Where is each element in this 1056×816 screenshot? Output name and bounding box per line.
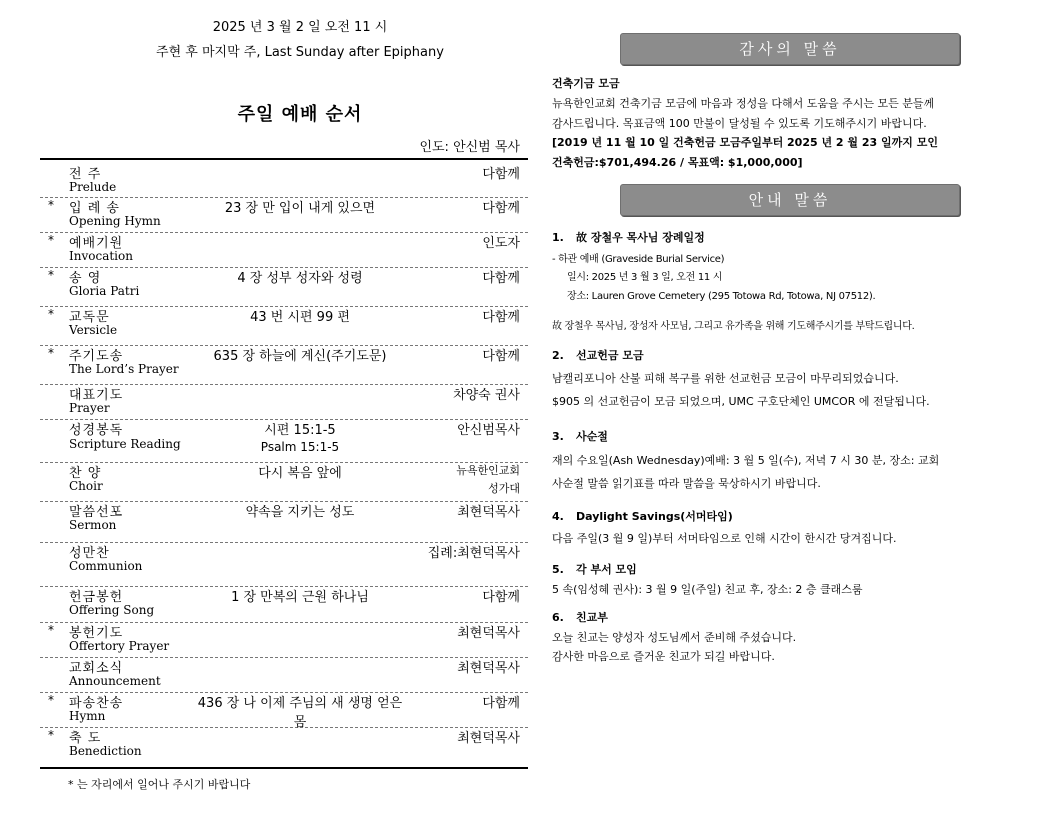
order-item xyxy=(40,501,528,543)
standing-marker: * xyxy=(48,728,54,742)
notice-title: 친교부 xyxy=(576,611,608,624)
order-item-leader: 최현덕목사 xyxy=(457,626,520,641)
notice-3-heading xyxy=(552,428,608,444)
order-item-leader: 다함께 xyxy=(482,201,520,216)
standing-footnote: * 는 자리에서 일어나 주시기 바랍니다 xyxy=(68,778,251,791)
order-item xyxy=(40,384,528,420)
order-item-leader: 성가대 xyxy=(488,482,520,495)
order-item xyxy=(40,163,528,198)
order-item-detail: Psalm 15:1-5 xyxy=(260,440,340,454)
building-fund-total: 건축헌금:$701,494.26 / 목표액: $1,000,000] xyxy=(552,156,803,169)
standing-marker: * xyxy=(48,198,54,212)
order-item-leader: 뉴욕한인교회 xyxy=(456,464,520,477)
order-item-korean: 입 례 송 xyxy=(69,201,120,216)
order-item-english: Offertory Prayer xyxy=(69,639,170,653)
order-item-leader: 최현덕목사 xyxy=(457,505,520,520)
order-item-korean: 파송찬송 xyxy=(69,696,124,711)
standing-marker: * xyxy=(48,268,54,282)
order-item xyxy=(40,419,528,463)
order-item-korean: 헌금봉헌 xyxy=(69,590,124,605)
order-item-english: Communion xyxy=(69,559,143,573)
order-item-detail: 635 장 하늘에 계신(주기도문) xyxy=(213,349,387,364)
order-item-korean: 주기도송 xyxy=(69,349,124,364)
order-item-english: Prayer xyxy=(69,401,110,415)
order-item-english: Benediction xyxy=(69,744,142,758)
liturgical-season: 주현 후 마지막 주, Last Sunday after Epiphany xyxy=(156,45,444,60)
order-item-leader: 다함께 xyxy=(482,590,520,605)
order-item-korean: 송 영 xyxy=(69,271,102,286)
order-bottom-rule xyxy=(40,767,528,769)
notices-banner: 안내 말씀 xyxy=(620,184,960,216)
building-fund-text: 감사드립니다. 목표금액 100 만불이 달성될 수 있도록 기도해주시기 바랍니다. xyxy=(552,117,927,130)
notice-number: 6. xyxy=(552,611,564,624)
order-item-leader: 다함께 xyxy=(482,271,520,286)
notice-6-text: 감사한 마음으로 즐거운 친교가 되길 바랍니다. xyxy=(552,650,775,663)
standing-marker: * xyxy=(48,623,54,637)
order-item-leader: 다함께 xyxy=(482,310,520,325)
order-item-leader: 차양숙 권사 xyxy=(453,388,520,403)
order-item xyxy=(40,232,528,268)
order-item-detail: 43 번 시편 99 편 xyxy=(250,310,350,325)
order-item-english: Announcement xyxy=(69,674,161,688)
service-leader: 인도: 안신범 목사 xyxy=(419,140,520,155)
standing-marker: * xyxy=(48,346,54,360)
notice-title: 故 장철우 목사님 장례일정 xyxy=(576,231,705,244)
order-item-english: Opening Hymn xyxy=(69,214,161,228)
order-item-english: Sermon xyxy=(69,518,117,532)
notice-1-heading xyxy=(552,229,705,245)
standing-marker: * xyxy=(48,693,54,707)
notice-2-text: 남캘리포니아 산불 피해 복구를 위한 선교헌금 모금이 마무리되었습니다. xyxy=(552,372,899,385)
order-item-leader: 안신범목사 xyxy=(457,423,520,438)
notice-2-text: $905 의 선교헌금이 모금 되었으며, UMC 구호단체인 UMCOR 에 전달됩니다. xyxy=(552,395,930,408)
notice-5-text: 5 속(임성혜 권사): 3 월 9 일(주일) 친교 후, 장소: 2 층 클래스룸 xyxy=(552,583,863,596)
notice-1-text: 故 장철우 목사님, 장성자 사모님, 그리고 유가족을 위해 기도해주시기를 부탁드립니다. xyxy=(552,321,915,332)
order-item-korean: 대표기도 xyxy=(69,388,124,403)
order-top-rule xyxy=(40,158,528,160)
order-item xyxy=(40,657,528,693)
order-item-korean: 교독문 xyxy=(69,310,110,325)
order-item xyxy=(40,622,528,658)
standing-marker: * xyxy=(48,307,54,321)
notice-1-text: - 하관 예배 (Graveside Burial Service) xyxy=(552,254,725,265)
notice-title: 사순절 xyxy=(576,430,608,443)
standing-marker: * xyxy=(48,233,54,247)
order-item-leader: 인도자 xyxy=(482,236,520,251)
order-item-korean: 성경봉독 xyxy=(69,423,124,438)
order-item-english: Prelude xyxy=(69,180,117,194)
order-item-leader: 다함께 xyxy=(482,696,520,711)
order-item-english: Scripture Reading xyxy=(69,437,181,451)
order-item xyxy=(40,267,528,307)
order-item-korean: 성만찬 xyxy=(69,546,110,561)
order-item xyxy=(40,462,528,502)
notice-title: 선교헌금 모금 xyxy=(576,349,644,362)
order-item-detail: 1 장 만복의 근원 하나님 xyxy=(231,590,369,605)
order-item-leader: 최현덕목사 xyxy=(457,731,520,746)
order-item-leader: 최현덕목사 xyxy=(457,661,520,676)
thanks-banner: 감사의 말씀 xyxy=(620,33,960,65)
notice-1-text: 일시: 2025 년 3 월 3 일, 오전 11 시 xyxy=(567,272,723,283)
order-item-korean: 말씀선포 xyxy=(69,505,124,520)
notice-4-heading xyxy=(552,508,733,524)
notice-4-text: 다음 주일(3 월 9 일)부터 서머타임으로 인해 시간이 한시간 당겨집니다. xyxy=(552,532,897,545)
notice-5-heading xyxy=(552,561,637,577)
notice-3-text: 재의 수요일(Ash Wednesday)예배: 3 월 5 일(수), 저녁 7 시 30 분, 장소: 교회 xyxy=(552,454,940,467)
order-item xyxy=(40,306,528,346)
notice-3-text: 사순절 말씀 읽기표를 따라 말씀을 묵상하시기 바랍니다. xyxy=(552,477,821,490)
order-item-english: Versicle xyxy=(69,323,118,337)
order-title: 주일 예배 순서 xyxy=(237,104,363,125)
order-item-detail: 23 장 만 입이 내게 있으면 xyxy=(224,201,376,216)
order-item-english: Hymn xyxy=(69,709,106,723)
order-item-english: The Lord’s Prayer xyxy=(69,362,179,376)
order-item-leader: 다함께 xyxy=(482,167,520,182)
notice-title: 각 부서 모임 xyxy=(576,563,637,576)
order-item xyxy=(40,197,528,233)
notice-title: Daylight Savings(서머타임) xyxy=(576,510,733,523)
order-item-korean: 봉헌기도 xyxy=(69,626,124,641)
order-item xyxy=(40,692,528,728)
notice-2-heading xyxy=(552,347,644,363)
order-item-korean: 찬 양 xyxy=(69,466,102,481)
notice-1-text: 장소: Lauren Grove Cemetery (295 Totowa Rd, Totowa, NJ 07512). xyxy=(567,291,876,302)
building-fund-text: 뉴욕한인교회 건축기금 모금에 마음과 정성을 다해서 도움을 주시는 모든 분들께 xyxy=(552,97,935,110)
order-item-korean: 축 도 xyxy=(69,731,102,746)
order-item xyxy=(40,542,528,587)
order-item-korean: 교회소식 xyxy=(69,661,124,676)
notice-number: 2. xyxy=(552,349,564,362)
building-fund-heading: 건축기금 모금 xyxy=(552,77,620,90)
order-item xyxy=(40,727,528,765)
order-item xyxy=(40,586,528,623)
order-item-english: Invocation xyxy=(69,249,133,263)
order-item-detail: 다시 복음 앞에 xyxy=(258,466,342,481)
notice-number: 3. xyxy=(552,430,564,443)
order-item-detail: 4 장 성부 성자와 성령 xyxy=(237,271,363,286)
notice-6-text: 오늘 친교는 양성자 성도님께서 준비해 주셨습니다. xyxy=(552,631,797,644)
order-item-leader: 집례:최현덕목사 xyxy=(427,546,520,561)
order-item-detail: 약속을 지키는 성도 xyxy=(245,505,355,520)
notice-6-heading xyxy=(552,609,608,625)
notice-number: 5. xyxy=(552,563,564,576)
order-item-english: Choir xyxy=(69,479,103,493)
order-item-leader: 다함께 xyxy=(482,349,520,364)
order-item-detail: 시편 15:1-5 xyxy=(264,423,336,438)
service-date: 2025 년 3 월 2 일 오전 11 시 xyxy=(212,20,388,35)
order-item-english: Offering Song xyxy=(69,603,155,617)
order-item xyxy=(40,345,528,385)
notice-number: 1. xyxy=(552,231,564,244)
order-item-korean: 예배기원 xyxy=(69,236,124,251)
order-item-english: Gloria Patri xyxy=(69,284,140,298)
building-fund-total: [2019 년 11 월 10 일 건축헌금 모금주일부터 2025 년 2 월 23 일까지 모인 xyxy=(552,136,938,149)
order-item-korean: 전 주 xyxy=(69,167,102,182)
order-item-detail: 436 장 나 이제 주님의 새 생명 얻은 몸 xyxy=(197,696,403,730)
notice-number: 4. xyxy=(552,510,564,523)
